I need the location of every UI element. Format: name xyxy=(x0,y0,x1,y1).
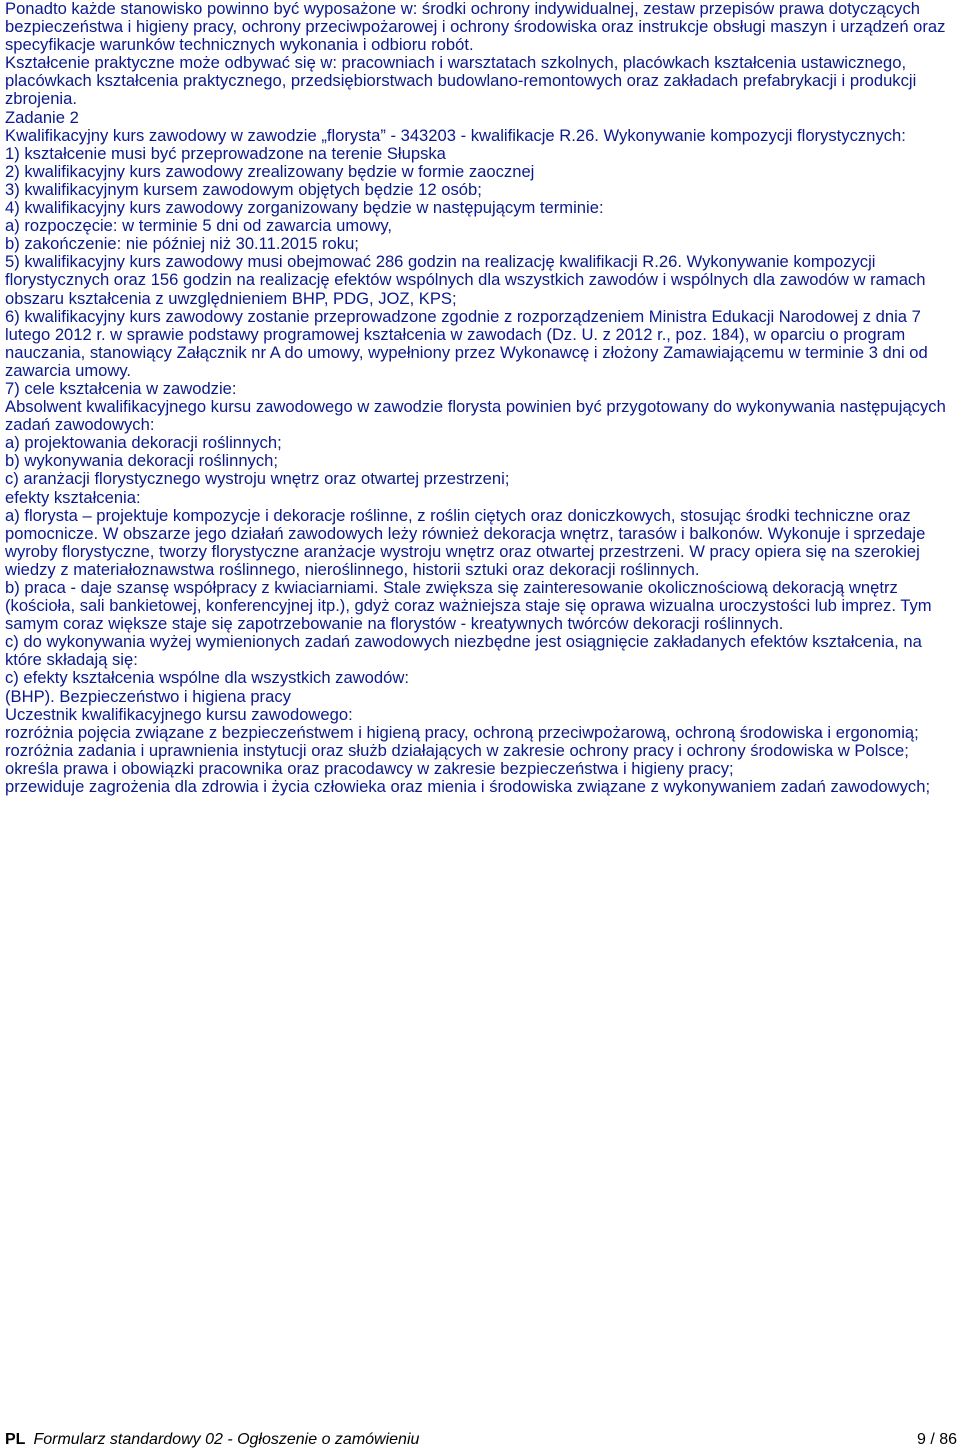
paragraph: efekty kształcenia: xyxy=(5,487,141,507)
list-item: b) praca - daje szansę współpracy z kwiaciarniami. Stale zwiększa się zainteresowanie okolicznościową dekoracją wnętrz (kościoła, sali bankietowej, konferencyjnej itp.), gdyż coraz ważniejsza staje się oprawa wizualna uroczystości lub imprez. Tym samym coraz większe staje się zapotrzebowanie na florystów - kreatywnych twórców dekoracji roślinnych. xyxy=(5,578,932,634)
list-item: 2) kwalifikacyjny kurs zawodowy zrealizowany będzie w formie zaocznej xyxy=(5,161,535,181)
paragraph: Kształcenie praktyczne może odbywać się w: pracowniach i warsztatach szkolnych, placówkach kształcenia ustawicznego, placówkach kształcenia praktycznego, przedsiębiorstwach budowlano-remontowych oraz zakładach prefabrykacji i produkcji zbrojenia. xyxy=(5,53,917,109)
list-item: 6) kwalifikacyjny kurs zawodowy zostanie przeprowadzone zgodnie z rozporządzeniem Ministra Edukacji Narodowej z dnia 7 lutego 2012 r. w sprawie podstawy programowej kształcenia w zawodach (Dz. U. z 2012 r., poz. 184), w oparciu o program nauczania, stanowiący Załącznik nr A do umowy, wypełniony przez Wykonawcę i złożony Zamawiającemu w terminie 3 dni od zawarcia umowy. xyxy=(5,306,928,380)
paragraph: Ponadto każde stanowisko powinno być wyposażone w: środki ochrony indywidualnej, zestaw przepisów prawa dotyczących bezpieczeństwa i higieny pracy, ochrony przeciwpożarowej i ochrony środowiska oraz instrukcje obsługi maszyn i urządzeń oraz specyfikacje warunków technicznych wykonania i odbioru robót. xyxy=(5,0,946,55)
list-item: 3) kwalifikacyjnym kursem zawodowym objętych będzie 12 osób; xyxy=(5,179,482,199)
paragraph: Absolwent kwalifikacyjnego kursu zawodowego w zawodzie florysta powinien być przygotowany do wykonywania następujących zadań zawodowych: xyxy=(5,397,946,435)
list-item: 1) kształcenie musi być przeprowadzone na terenie Słupska xyxy=(5,143,446,163)
paragraph: (BHP). Bezpieczeństwo i higiena pracy xyxy=(5,686,291,706)
language-code: PL xyxy=(5,1431,26,1448)
list-item: 4) kwalifikacyjny kurs zawodowy zorganizowany będzie w następującym terminie: xyxy=(5,198,604,218)
paragraph: rozróżnia pojęcia związane z bezpieczeństwem i higieną pracy, ochroną przeciwpożarową, ochroną środowiska i ergonomią; xyxy=(5,722,919,742)
paragraph: przewiduje zagrożenia dla zdrowia i życia człowieka oraz mienia i środowiska związane z wykonywaniem zadań zawodowych; xyxy=(5,777,931,797)
paragraph: Kwalifikacyjny kurs zawodowy w zawodzie „florysta” - 343203 - kwalifikacje R.26. Wykonywanie kompozycji florystycznych: xyxy=(5,125,906,145)
page-number: 9 / 86 xyxy=(916,1431,957,1448)
form-title: Formularz standardowy 02 - Ogłoszenie o zamówieniu xyxy=(33,1431,420,1448)
section-heading: Zadanie 2 xyxy=(5,107,79,127)
page-footer xyxy=(5,1430,957,1450)
list-item: 5) kwalifikacyjny kurs zawodowy musi obejmować 286 godzin na realizację kwalifikacji R.26. Wykonywanie kompozycji florystycznych oraz 156 godzin na realizację efektów wspólnych dla wszystkich zawodów i wspólnych dla zawodów w ramach obszaru kształcenia z uwzględnieniem BHP, PDG, JOZ, KPS; xyxy=(5,252,926,308)
footer-left xyxy=(5,1431,419,1449)
list-item: c) aranżacji florystycznego wystroju wnętrz oraz otwartej przestrzeni; xyxy=(5,469,510,489)
list-item: a) florysta – projektuje kompozycje i dekoracje roślinne, z roślin ciętych oraz doniczkowych, stosując środki techniczne oraz pomocnicze. W obszarze jego działań zawodowych leży również dekoracja wnętrz, tarasów i balkonów. Wykonuje i sprzedaje wyroby florystyczne, tworzy florystyczne aranżacje wystroju wnętrz oraz otwartej przestrzeni. W pracy opiera się na szerokiej wiedzy z materiałoznawstwa roślinnego, nieroślinnego, historii sztuki oraz dekoracji roślinnych. xyxy=(5,505,926,579)
list-item: a) rozpoczęcie: w terminie 5 dni od zawarcia umowy, xyxy=(5,216,393,236)
paragraph: Uczestnik kwalifikacyjnego kursu zawodowego: xyxy=(5,704,353,724)
list-item: c) efekty kształcenia wspólne dla wszystkich zawodów: xyxy=(5,668,409,688)
paragraph: rozróżnia zadania i uprawnienia instytucji oraz służb działających w zakresie ochrony pracy i ochrony środowiska w Polsce; xyxy=(5,740,909,760)
document-body xyxy=(5,0,957,796)
list-item: c) do wykonywania wyżej wymienionych zadań zawodowych niezbędne jest osiągnięcie zakładanych efektów kształcenia, na które składają się: xyxy=(5,632,922,670)
list-item: 7) cele kształcenia w zawodzie: xyxy=(5,378,237,398)
paragraph: określa prawa i obowiązki pracownika oraz pracodawcy w zakresie bezpieczeństwa i higieny pracy; xyxy=(5,758,734,778)
list-item: b) zakończenie: nie później niż 30.11.2015 roku; xyxy=(5,234,359,254)
list-item: a) projektowania dekoracji roślinnych; xyxy=(5,433,282,453)
list-item: b) wykonywania dekoracji roślinnych; xyxy=(5,451,278,471)
